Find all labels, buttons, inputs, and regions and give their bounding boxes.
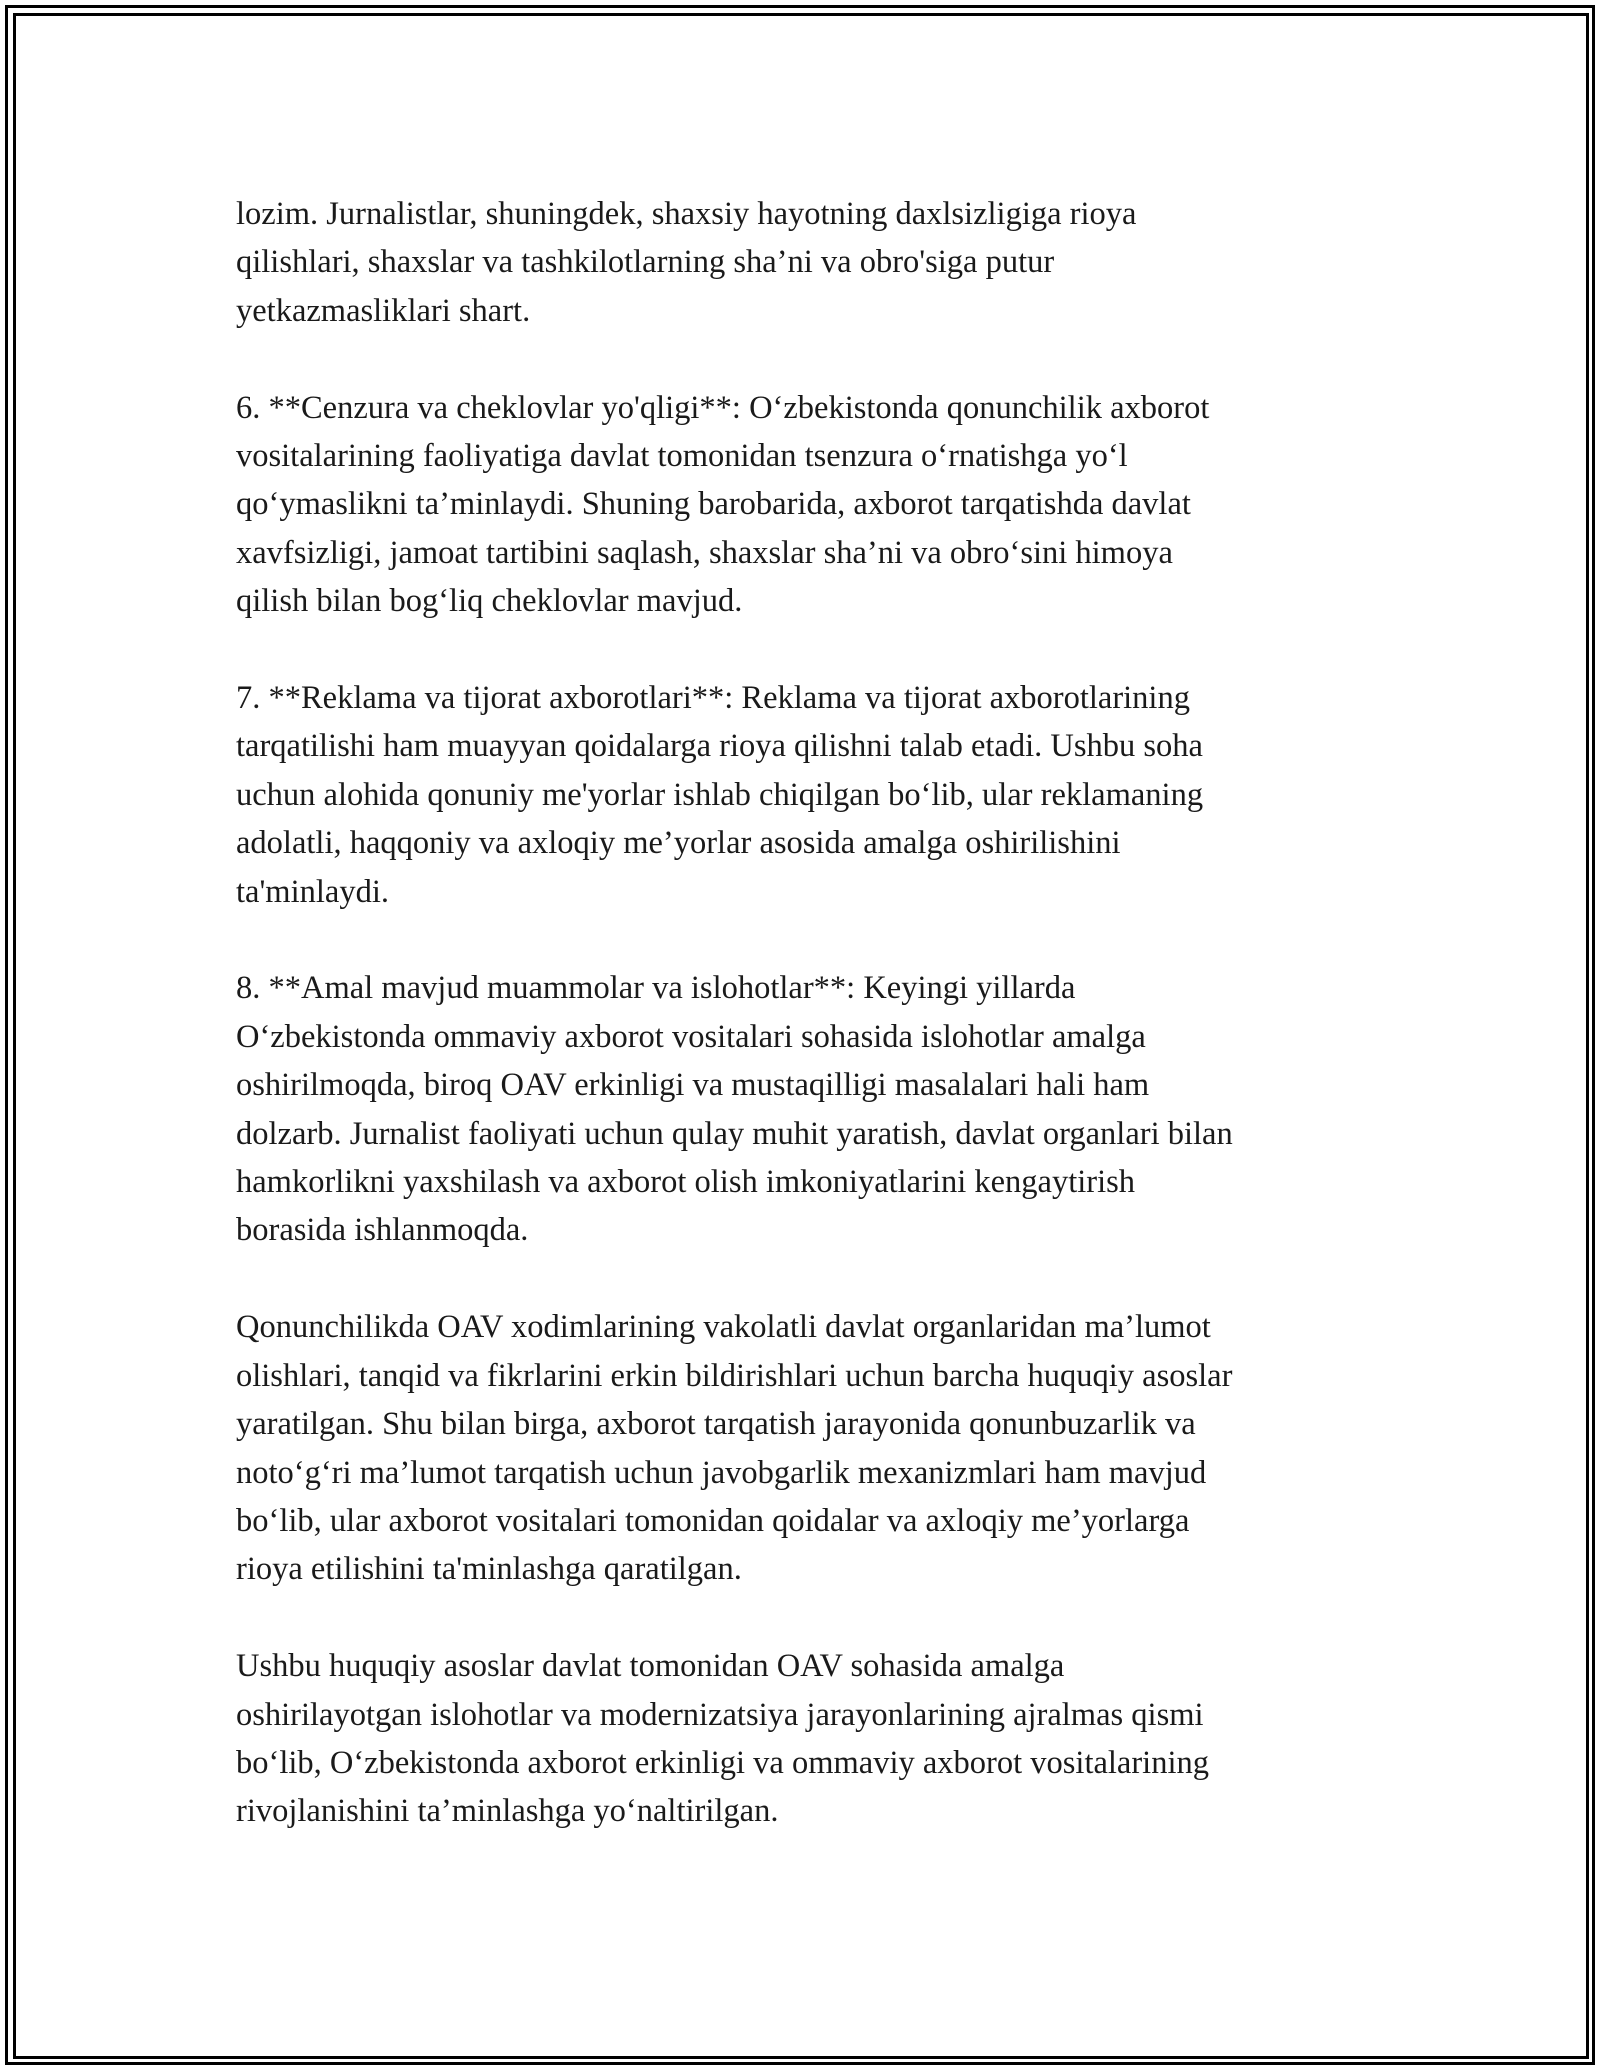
text-line: qilish bilan bog‘liq cheklovlar mavjud.: [236, 583, 743, 620]
text-line: 8. **Amal mavjud muammolar va islohotlar**: Keyingi yillarda: [236, 970, 1076, 1007]
paragraph-3: [236, 674, 1366, 916]
text-line: qo‘ymaslikni ta’minlaydi. Shuning barobarida, axborot tarqatishda davlat: [236, 486, 1191, 523]
text-line: tarqatilishi ham muayyan qoidalarga rioya qilishni talab etadi. Ushbu soha: [236, 728, 1203, 765]
text-line: dolzarb. Jurnalist faoliyati uchun qulay muhit yaratish, davlat organlari bilan: [236, 1115, 1233, 1152]
text-line: noto‘g‘ri ma’lumot tarqatish uchun javobgarlik mexanizmlari ham mavjud: [236, 1454, 1207, 1491]
text-line: Ushbu huquqiy asoslar davlat tomonidan OAV sohasida amalga: [236, 1648, 1065, 1685]
text-line: lozim. Jurnalistlar, shuningdek, shaxsiy hayotning daxlsizligiga rioya: [236, 196, 1137, 232]
text-line: qilishlari, shaxslar va tashkilotlarning sha’ni va obro'siga putur: [236, 244, 1055, 281]
text-line: rivojlanishini ta’minlashga yo‘naltirilgan.: [236, 1793, 779, 1830]
text-line: vositalarining faoliyatiga davlat tomonidan tsenzura o‘rnatishga yo‘l: [236, 438, 1128, 475]
text-line: O‘zbekistonda ommaviy axborot vositalari sohasida islohotlar amalga: [236, 1018, 1146, 1055]
text-line: oshirilmoqda, biroq OAV erkinligi va mustaqilligi masalalari hali ham: [236, 1067, 1150, 1104]
text-line: 7. **Reklama va tijorat axborotlari**: Reklama va tijorat axborotlarining: [236, 680, 1190, 717]
text-line: 6. **Cenzura va cheklovlar yo'qligi**: O‘zbekistonda qonunchilik axborot: [236, 389, 1210, 426]
paragraph-6: [236, 1642, 1366, 1836]
document-body: [236, 190, 1366, 1884]
text-line: adolatli, haqqoniy va axloqiy me’yorlar asosida amalga oshirilishini: [236, 825, 1121, 862]
text-line: rioya etilishini ta'minlashga qaratilgan.: [236, 1551, 742, 1588]
paragraph-2: [236, 384, 1366, 626]
text-line: hamkorlikni yaxshilash va axborot olish imkoniyatlarini kengaytirish: [236, 1164, 1136, 1201]
paragraph-1: [236, 190, 1366, 335]
text-line: bo‘lib, O‘zbekistonda axborot erkinligi va ommaviy axborot vositalarining: [236, 1744, 1209, 1781]
text-line: borasida ishlanmoqda.: [236, 1212, 529, 1249]
paragraph-5: [236, 1303, 1366, 1593]
text-line: yaratilgan. Shu bilan birga, axborot tarqatish jarayonida qonunbuzarlik va: [236, 1406, 1196, 1443]
text-line: yetkazmasliklari shart.: [236, 292, 531, 329]
text-line: ta'minlaydi.: [236, 873, 389, 910]
paragraph-4: [236, 964, 1366, 1254]
text-line: Qonunchilikda OAV xodimlarining vakolatli davlat organlaridan ma’lumot: [236, 1309, 1211, 1346]
text-line: olishlari, tanqid va fikrlarini erkin bildirishlari uchun barcha huquqiy asoslar: [236, 1357, 1233, 1394]
text-line: oshirilayotgan islohotlar va modernizatsiya jarayonlarining ajralmas qismi: [236, 1696, 1204, 1733]
text-line: uchun alohida qonuniy me'yorlar ishlab chiqilgan bo‘lib, ular reklamaning: [236, 776, 1204, 813]
text-line: xavfsizligi, jamoat tartibini saqlash, shaxslar sha’ni va obro‘sini himoya: [236, 534, 1173, 571]
text-line: bo‘lib, ular axborot vositalari tomonidan qoidalar va axloqiy me’yorlarga: [236, 1502, 1190, 1539]
